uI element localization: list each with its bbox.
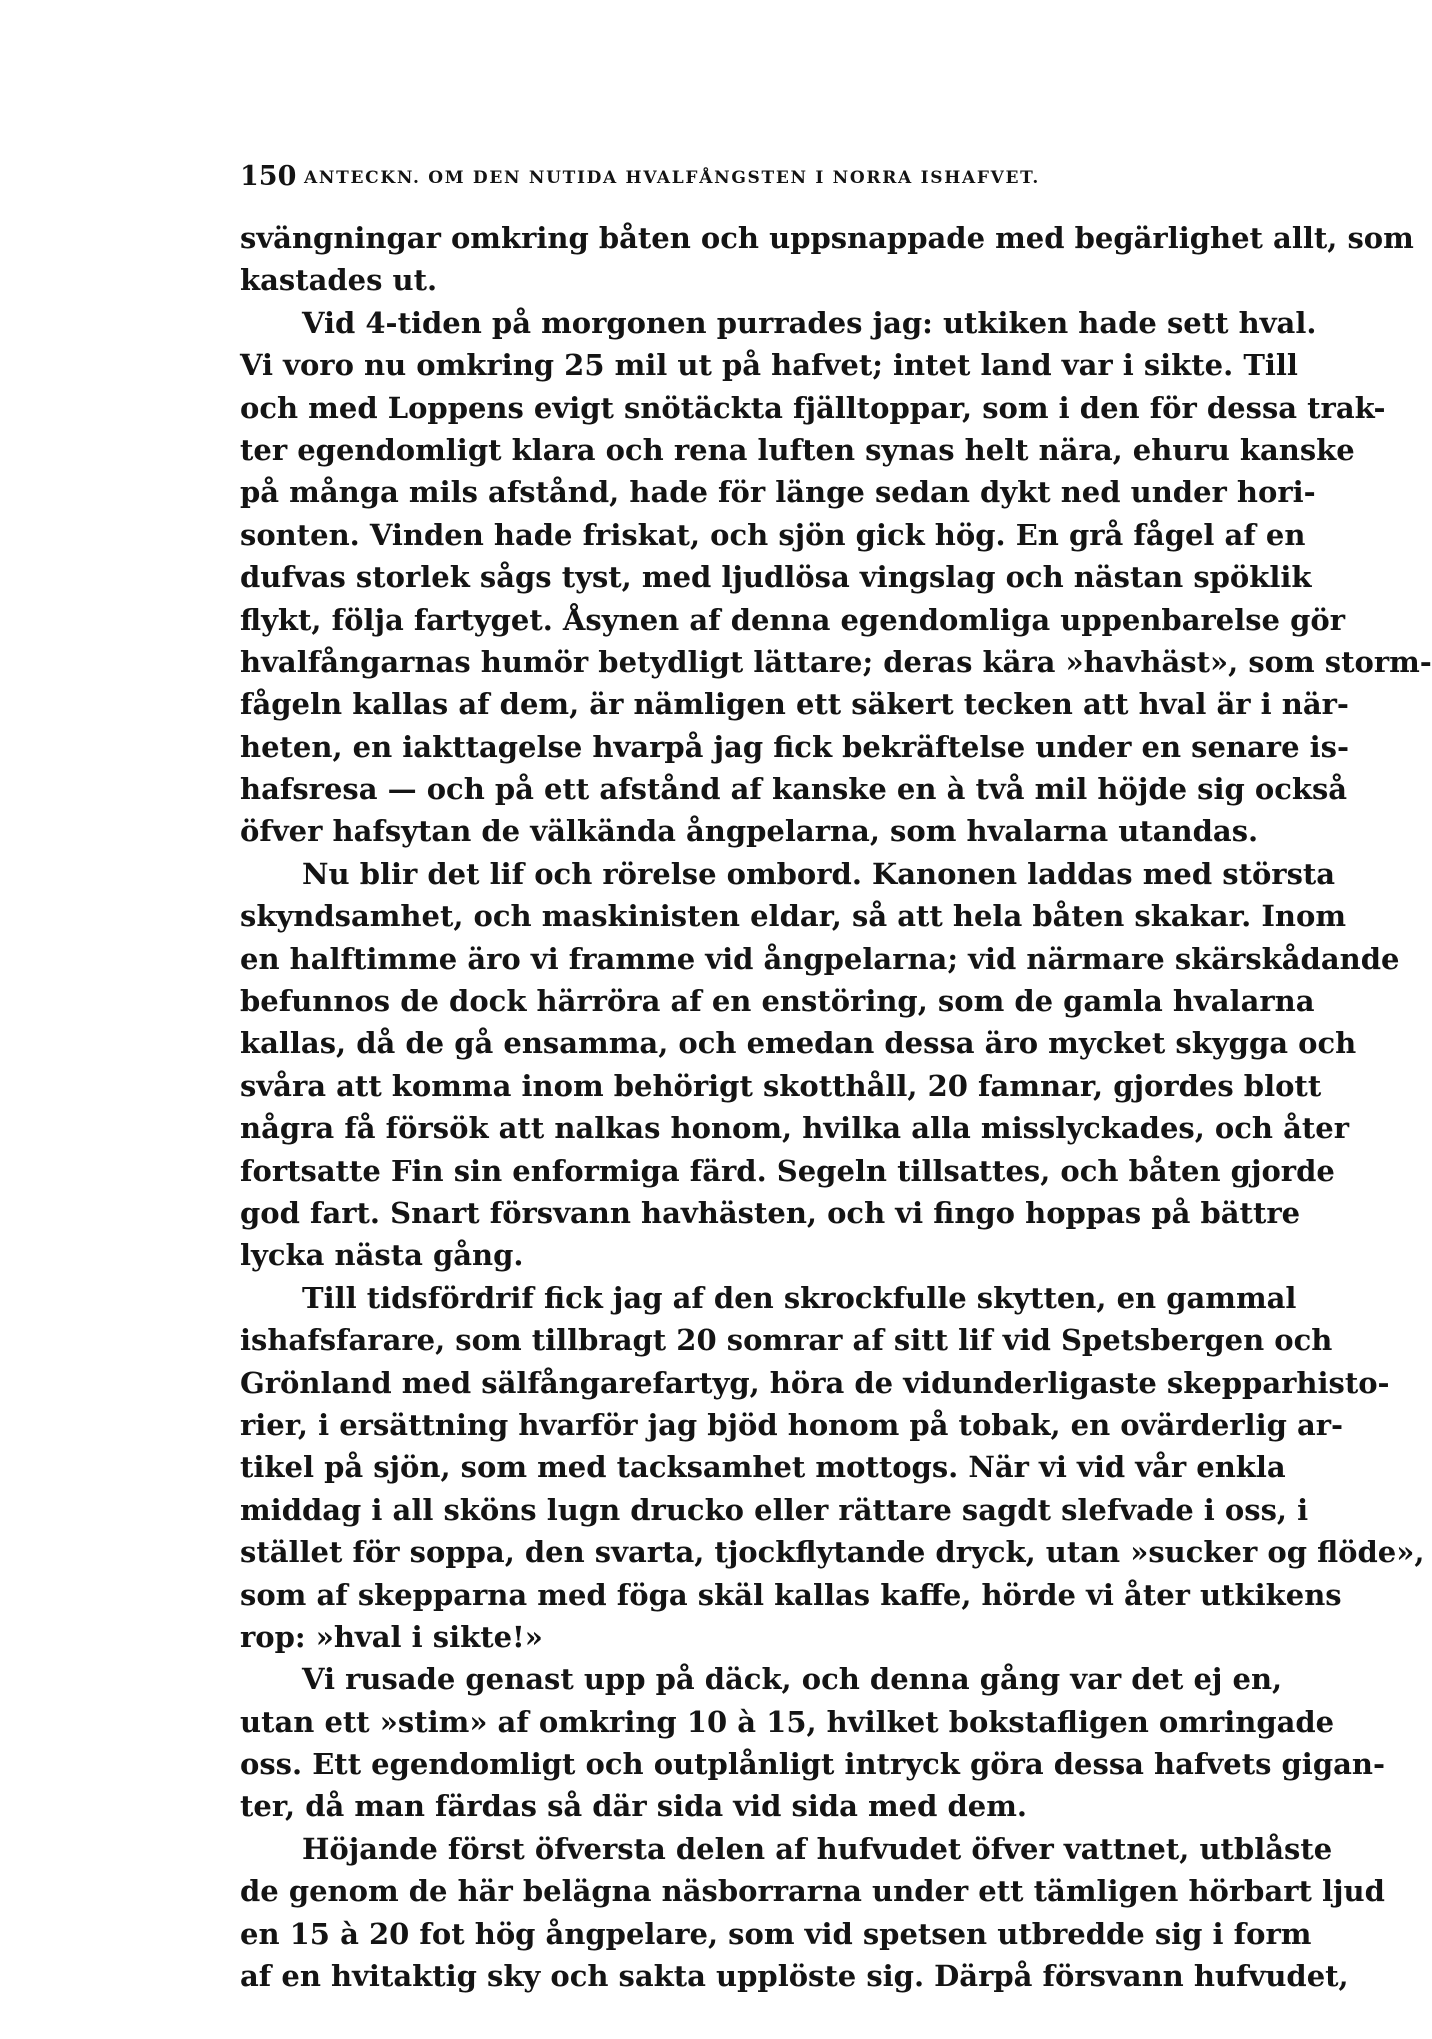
text-line: middag i all sköns lugn drucko eller rättare sagdt slefvade i oss, i xyxy=(240,1492,1309,1527)
text-line: svängningar omkring båten och uppsnappade med begärlighet allt, som xyxy=(240,221,1414,255)
running-head: ANTECKN. OM DEN NUTIDA HVALFÅNGSTEN I NORRA ISHAFVET. xyxy=(304,168,1040,188)
text-line: en 15 à 20 fot hög ångpelare, som vid spetsen utbredde sig i form xyxy=(240,1916,1312,1951)
text-line: som af skepparna med föga skäl kallas kaffe, hörde vi åter utkikens xyxy=(240,1577,1342,1612)
paragraph-start-line: Höjande först öfversta delen af hufvudet öfver vattnet, utblåste xyxy=(302,1831,1333,1866)
body-text xyxy=(240,217,1432,1997)
text-line: på många mils afstånd, hade för länge sedan dykt ned under hori- xyxy=(240,475,1316,510)
text-line: svåra att komma inom behörigt skotthåll, 20 famnar, gjordes blott xyxy=(240,1068,1322,1103)
text-line: lycka nästa gång. xyxy=(240,1238,524,1273)
text-line: tikel på sjön, som med tacksamhet mottogs. När vi vid vår enkla xyxy=(240,1450,1286,1485)
text-line: kastades ut. xyxy=(240,263,438,298)
text-line: god fart. Snart försvann havhästen, och vi fingo hoppas på bättre xyxy=(240,1195,1301,1230)
text-line: dufvas storlek sågs tyst, med ljudlösa vingslag och nästan spöklik xyxy=(240,560,1312,595)
text-line: några få försök att nalkas honom, hvilka alla misslyckades, och åter xyxy=(240,1111,1350,1146)
text-line: befunnos de dock härröra af en enstöring, som de gamla hvalarna xyxy=(240,984,1315,1019)
text-line: fågeln kallas af dem, är nämligen ett säkert tecken att hval är i när- xyxy=(240,687,1349,722)
text-line: ter, då man färdas så där sida vid sida med dem. xyxy=(240,1789,1027,1824)
text-line: kallas, då de gå ensamma, och emedan dessa äro mycket skygga och xyxy=(240,1026,1357,1061)
page-number: 150 xyxy=(240,161,297,192)
text-line: stället för soppa, den svarta, tjockflytande dryck, utan »sucker og flöde», xyxy=(240,1535,1425,1570)
text-line: fortsatte Fin sin enformiga färd. Segeln tillsattes, och båten gjorde xyxy=(240,1153,1335,1188)
text-line: utan ett »stim» af omkring 10 à 15, hvilket bokstafligen omringade xyxy=(240,1704,1335,1739)
text-line: sonten. Vinden hade friskat, och sjön gick hög. En grå fågel af en xyxy=(240,517,1306,552)
text-line: öfver hafsytan de välkända ångpelarna, som hvalarna utandas. xyxy=(240,814,1259,849)
text-line: och med Loppens evigt snötäckta fjälltoppar, som i den för dessa trak- xyxy=(240,390,1386,425)
text-line: ter egendomligt klara och rena luften synas helt nära, ehuru kanske xyxy=(240,432,1355,467)
paragraph-start-line: Till tidsfördrif fick jag af den skrockfulle skytten, en gammal xyxy=(302,1280,1297,1315)
text-line: flykt, följa fartyget. Åsynen af denna egendomliga uppenbarelse gör xyxy=(240,602,1346,637)
text-line: en halftimme äro vi framme vid ångpelarna; vid närmare skärskådande xyxy=(240,941,1400,976)
text-line: rop: »hval i sikte!» xyxy=(240,1619,543,1654)
text-line: heten, en iakttagelse hvarpå jag fick bekräftelse under en senare is- xyxy=(240,729,1350,764)
paragraph-start-line: Vi rusade genast upp på däck, och denna gång var det ej en, xyxy=(302,1662,1283,1697)
paragraph-start-line: Nu blir det lif och rörelse ombord. Kanonen laddas med största xyxy=(302,856,1336,891)
text-line: skyndsamhet, och maskinisten eldar, så att hela båten skakar. Inom xyxy=(240,899,1347,934)
text-line: hvalfångarnas humör betydligt lättare; deras kära »havhäst», som storm- xyxy=(240,644,1432,679)
text-line: hafsresa — och på ett afstånd af kanske en à två mil höjde sig också xyxy=(240,772,1348,807)
text-line: Vi voro nu omkring 25 mil ut på hafvet; intet land var i sikte. Till xyxy=(240,348,1298,383)
text-line: oss. Ett egendomligt och outplånligt intryck göra dessa hafvets gigan- xyxy=(240,1747,1386,1782)
text-line: rier, i ersättning hvarför jag bjöd honom på tobak, en ovärderlig ar- xyxy=(240,1407,1344,1442)
page-header xyxy=(240,160,1280,194)
text-line: af en hvitaktig sky och sakta upplöste sig. Därpå försvann hufvudet, xyxy=(240,1959,1349,1994)
text-line: ishafsfarare, som tillbragt 20 somrar af sitt lif vid Spetsbergen och xyxy=(240,1323,1333,1358)
text-line: de genom de här belägna näsborrarna under ett tämligen hörbart ljud xyxy=(240,1874,1385,1909)
text-line: Grönland med sälfångarefartyg, höra de vidunderligaste skepparhisto- xyxy=(240,1365,1390,1400)
paragraph-start-line: Vid 4-tiden på morgonen purrades jag: utkiken hade sett hval. xyxy=(302,305,1317,340)
